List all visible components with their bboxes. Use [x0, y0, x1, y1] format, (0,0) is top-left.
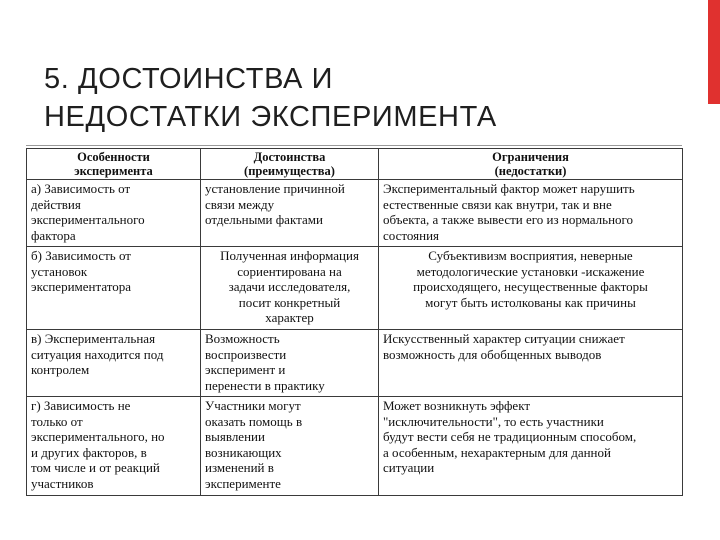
- table-header-row: [27, 149, 683, 180]
- cell-feature: г) Зависимость не только от экспериментального, но и других факторов, в том числе и от реакций участников: [27, 397, 201, 496]
- comparison-table: [26, 148, 683, 496]
- slide-title-line-2: НЕДОСТАТКИ ЭКСПЕРИМЕНТА: [44, 101, 497, 134]
- accent-bar: [708, 0, 720, 104]
- cell-feature: а) Зависимость от действия экспериментального фактора: [27, 180, 201, 247]
- comparison-table-container: [26, 145, 682, 496]
- cell-limitation: Субъективизм восприятия, неверные методологические установки -искажение происходящего, несущественные факторы могут быть истолкованы как причины: [379, 247, 683, 330]
- header-features: Особенности эксперимента: [27, 149, 201, 180]
- slide-title-line-1: 5. ДОСТОИНСТВА И: [44, 63, 334, 96]
- cell-advantage: установление причинной связи между отдельными фактами: [201, 180, 379, 247]
- header-limitations: Ограничения (недостатки): [379, 149, 683, 180]
- cell-feature: в) Экспериментальная ситуация находится под контролем: [27, 330, 201, 397]
- table-row: [27, 247, 683, 330]
- slide-title: [44, 60, 684, 136]
- table-row: [27, 397, 683, 496]
- cell-advantage: Участники могут оказать помощь в выявлении возникающих изменений в эксперименте: [201, 397, 379, 496]
- cell-feature: б) Зависимость от установок экспериментатора: [27, 247, 201, 330]
- table-row: [27, 330, 683, 397]
- cell-limitation: Экспериментальный фактор может нарушить естественные связи как внутри, так и вне объекта, а также вывести его из нормального состояния: [379, 180, 683, 247]
- cell-limitation: Искусственный характер ситуации снижает возможность для обобщенных выводов: [379, 330, 683, 397]
- header-advantages: Достоинства (преимущества): [201, 149, 379, 180]
- cell-advantage: Возможность воспроизвести эксперимент и перенести в практику: [201, 330, 379, 397]
- cell-limitation: Может возникнуть эффект "исключительности", то есть участники будут вести себя не традиционным способом, а особенным, нехарактерным для данной ситуации: [379, 397, 683, 496]
- cell-advantage: Полученная информация сориентирована на задачи исследователя, посит конкретный характер: [201, 247, 379, 330]
- table-row: [27, 180, 683, 247]
